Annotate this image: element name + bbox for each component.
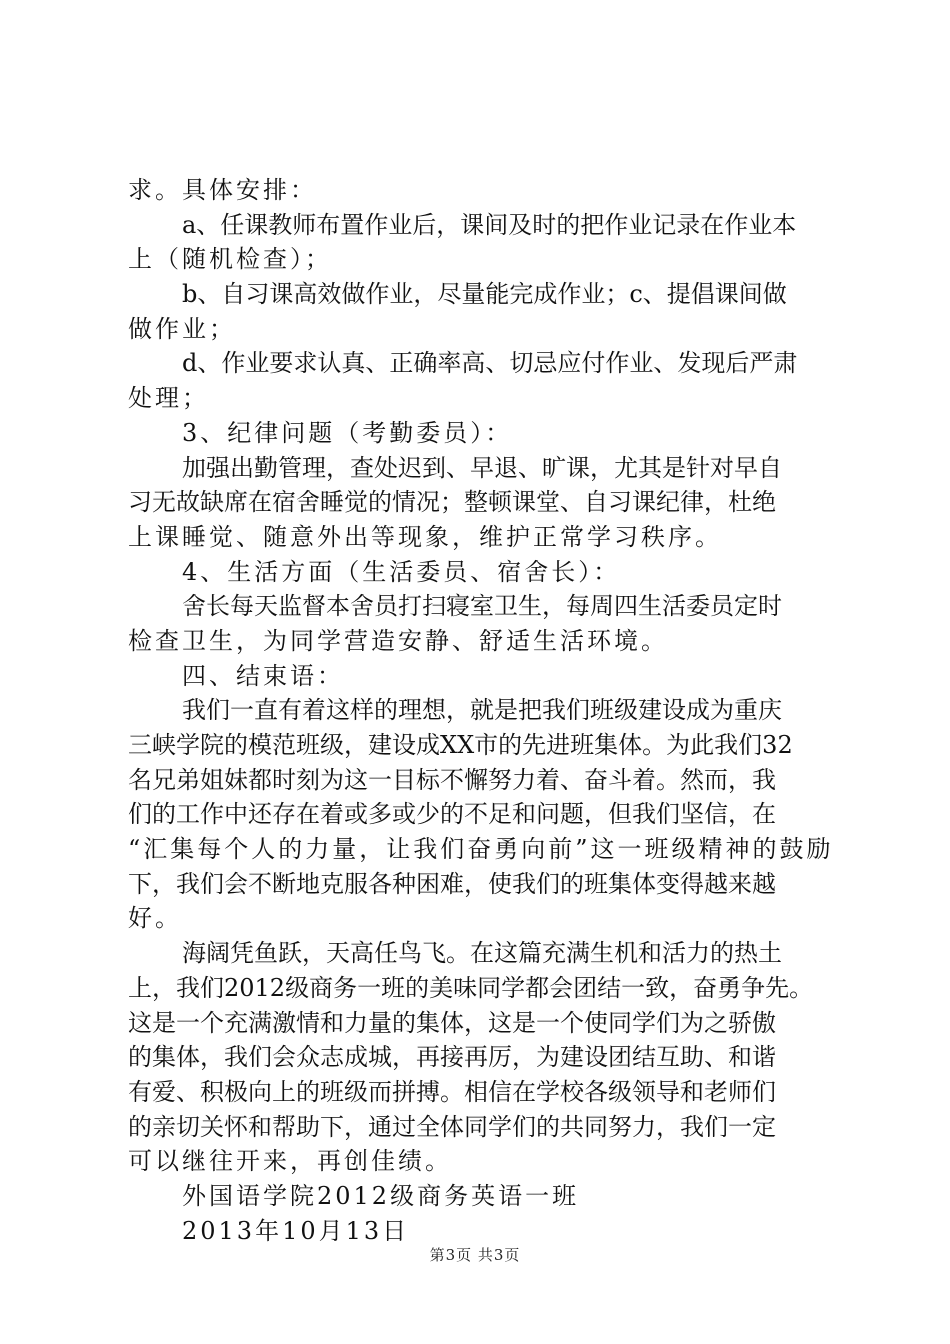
section-heading: 四、结束语： xyxy=(182,661,344,690)
document-body xyxy=(128,173,844,1248)
text-line: 习无故缺席在宿舍睡觉的情况；整顿课堂、自习课纪律，杜绝 xyxy=(128,488,776,517)
text-line: 有爱、积极向上的班级而拼搏。相信在学校各级领导和老师们 xyxy=(128,1077,776,1106)
text-line: 舍长每天监督本舍员打扫寝室卫生，每周四生活委员定时 xyxy=(182,592,782,621)
text-line: 可以继往开来，再创佳绩。 xyxy=(128,1147,452,1176)
text-line: 处理； xyxy=(128,384,209,413)
text-line: 这是一个充满激情和力量的集体，这是一个使同学们为之骄傲 xyxy=(128,1008,776,1037)
text-line: 上，我们2012级商务一班的美味同学都会团结一致，奋勇争先。 xyxy=(128,973,814,1002)
text-line: 名兄弟姐妹都时刻为这一目标不懈努力着、奋斗着。然而，我 xyxy=(128,765,776,794)
text-line: 好。 xyxy=(128,904,182,933)
signature-line: 外国语学院2012级商务英语一班 xyxy=(182,1181,580,1210)
text-line: 三峡学院的模范班级，建设成XX市的先进班集体。为此我们32 xyxy=(128,731,793,759)
section-heading: 3、纪律问题（考勤委员）： xyxy=(182,418,513,447)
text-line: 海阔凭鱼跃，天高任鸟飞。在这篇充满生机和活力的热土 xyxy=(182,939,782,968)
text-line: 的集体，我们会众志成城，再接再厉，为建设团结互助、和谐 xyxy=(128,1043,776,1072)
text-line: 上（随机检查）； xyxy=(128,245,332,274)
text-line: “汇集每个人的力量，让我们奋勇向前”这一班级精神的鼓励 xyxy=(128,835,834,864)
text-line: 上课睡觉、随意外出等现象，维护正常学习秩序。 xyxy=(128,522,722,551)
text-line: 检查卫生，为同学营造安静、舒适生活环境。 xyxy=(128,626,668,655)
text-line: 加强出勤管理，查处迟到、早退、旷课，尤其是针对早自 xyxy=(182,453,782,482)
text-line: d、作业要求认真、正确率高、切忌应付作业、发现后严肃 xyxy=(182,349,798,378)
date-line: 2013年10月13日 xyxy=(182,1216,410,1245)
section-heading: 4、生活方面（生活委员、宿舍长）： xyxy=(182,557,621,586)
text-line: 的亲切关怀和帮助下，通过全体同学们的共同努力，我们一定 xyxy=(128,1112,776,1141)
text-line: a、任课教师布置作业后，课间及时的把作业记录在作业本 xyxy=(182,210,797,239)
text-line: 求。具体安排： xyxy=(128,176,317,204)
text-line: 下，我们会不断地克服各种困难，使我们的班集体变得越来越 xyxy=(128,869,776,898)
text-line: 做作业； xyxy=(128,314,236,343)
text-line: b、自习课高效做作业，尽量能完成作业；c、提倡课间做 xyxy=(182,280,787,309)
page-number-footer: 第3页 共3页 xyxy=(429,1246,521,1264)
text-line: 我们一直有着这样的理想，就是把我们班级建设成为重庆 xyxy=(182,696,782,725)
text-line: 们的工作中还存在着或多或少的不足和问题，但我们坚信，在 xyxy=(128,800,776,829)
